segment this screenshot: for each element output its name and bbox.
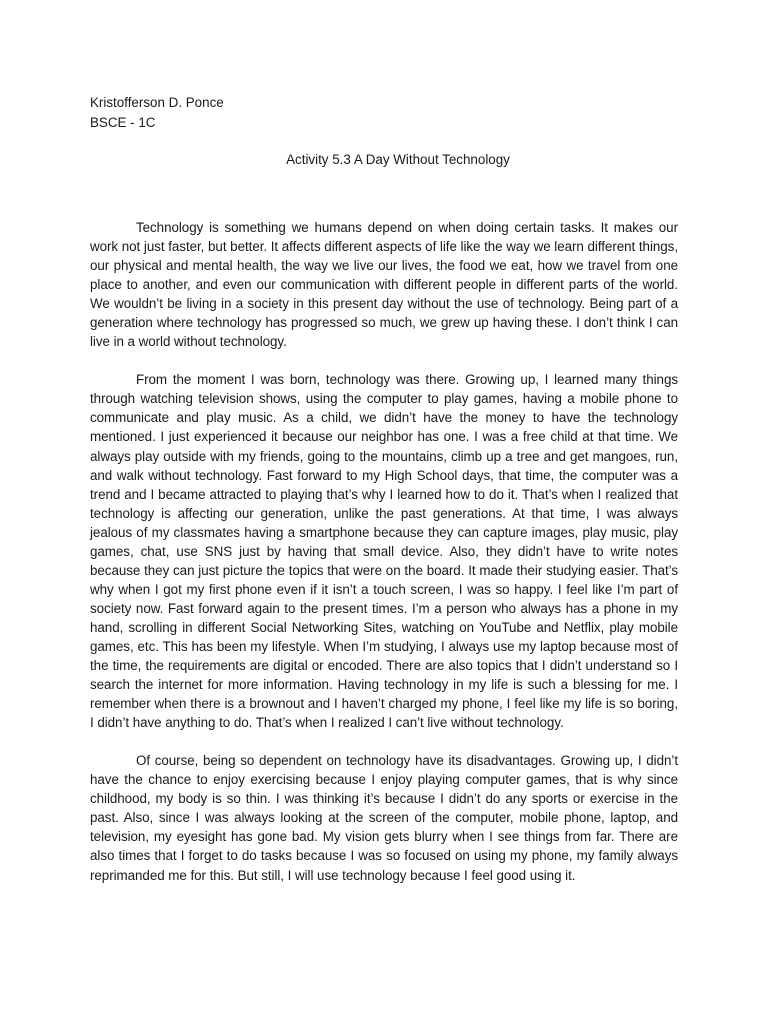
paragraph-experience: From the moment I was born, technology was there. Growing up, I learned many things through watching television shows, using the computer to play games, having a mobile phone to communicate and play music. As a child, we didn’t have the money to have the technology mentioned. I just experienced it because our neighbor has one. I was a free child at that time. We always play outside with my friends, going to the mountains, climb up a tree and get mangoes, run, and walk without technology. Fast forward to my High School days, that time, the computer was a trend and I became attracted to playing that’s why I learned how to do it. That’s when I realized that technology is affecting our generation, unlike the past generations. At that time, I was always jealous of my classmates having a smartphone because they can capture images, play music, play games, chat, use SNS just by having that small device. Also, they didn’t have to write notes because they can just picture the topics that were on the board. It made their studying easier. That’s why when I got my first phone even if it isn’t a touch screen, I was so happy. I feel like I’m part of society now. Fast forward again to the present times. I’m a person who always has a phone in my hand, scrolling in different Social Networking Sites, watching on YouTube and Netflix, play mobile games, etc. This has been my lifestyle. When I’m studying, I always use my laptop because most of the time, the requirements are digital or encoded. There are also topics that I didn’t understand so I search the internet for more information. Having technology in my life is such a blessing for me. I remember when there is a brownout and I haven’t charged my phone, I feel like my life is so boring, I didn’t have anything to do. That’s when I realized I can’t live without technology. <box>90 372 678 731</box>
paragraph-disadvantages: Of course, being so dependent on technology have its disadvantages. Growing up, I didn’t have the chance to enjoy exercising because I enjoy playing computer games, that is why since childhood, my body is so thin. I was thinking it’s because I didn’t do any sports or exercise in the past. Also, since I was always looking at the screen of the computer, mobile phone, laptop, and television, my eyesight has gone bad. My vision gets blurry when I see things from far. There are also times that I forget to do tasks because I was so focused on using my phone, my family always reprimanded me for this. But still, I will use technology because I feel good using it. <box>90 753 678 883</box>
author-name: Kristofferson D. Ponce <box>90 95 224 110</box>
paragraph-intro: Technology is something we humans depend on when doing certain tasks. It makes our work not just faster, but better. It affects different aspects of life like the way we learn different things, our physical and mental health, the way we live our lives, the food we eat, how we travel from one place to another, and even our communication with different people in different parts of the world. We wouldn’t be living in a society in this present day without the use of technology. Being part of a generation where technology has progressed so much, we grew up having these. I don’t think I can live in a world without technology. <box>90 220 678 350</box>
author-section: BSCE - 1C <box>90 115 156 130</box>
document-title: Activity 5.3 A Day Without Technology <box>286 152 510 167</box>
document-body <box>90 218 678 904</box>
